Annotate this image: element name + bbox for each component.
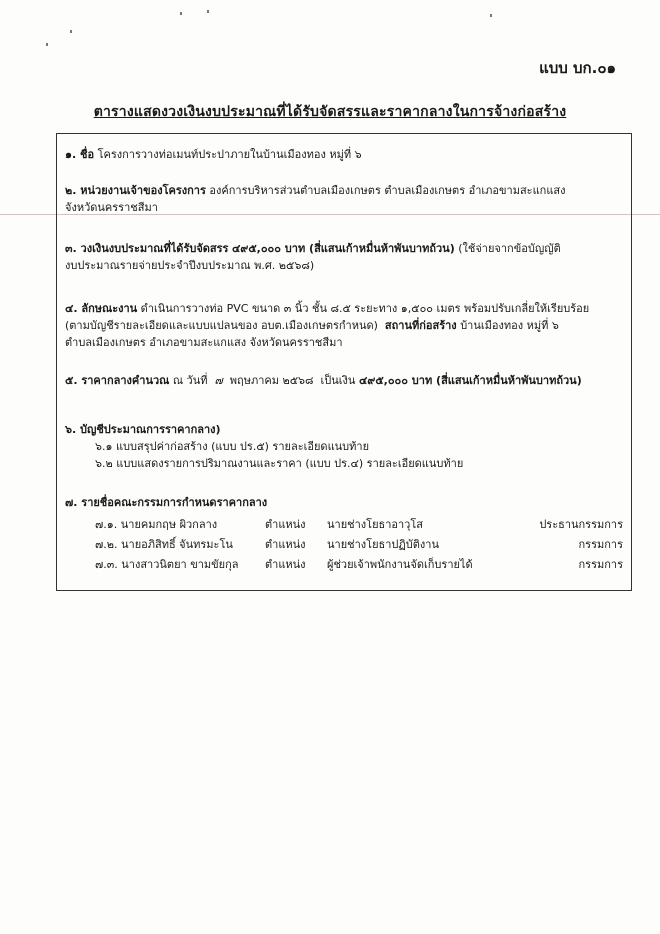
member-role: ประธานกรรมการ bbox=[539, 518, 623, 531]
member-name: ๗.๓. นางสาวนิตยา ขามขัยกุล bbox=[95, 558, 239, 571]
project-name: โครงการวางท่อเมนท์ประปาภายในบ้านเมืองทอง หมู่ที่ ๖ bbox=[97, 148, 362, 161]
section-7 bbox=[65, 494, 623, 574]
section-5-label: ๕. ราคากลางคำนวณ bbox=[65, 374, 170, 387]
site-address: ตำบลเมืองเกษตร อำเภอขามสะแกแสง จังหวัดนครราชสีมา bbox=[65, 336, 343, 349]
agency-province: จังหวัดนครราชสีมา bbox=[65, 201, 158, 214]
form-code: แบบ บก.๐๑ bbox=[539, 59, 616, 77]
member-name: ๗.๒. นายอภิสิทธิ์ จันทรมะโน bbox=[95, 538, 233, 551]
section-6-label: ๖. บัญชีประมาณการราคากลาง) bbox=[65, 423, 221, 436]
position-label: ตำแหน่ง bbox=[265, 518, 306, 531]
committee-row bbox=[65, 536, 623, 553]
position-label: ตำแหน่ง bbox=[265, 538, 306, 551]
date-prefix: ณ วันที่ bbox=[172, 374, 208, 387]
budget-note-line2: งบประมาณรายจ่ายประจำปีงบประมาณ พ.ศ. ๒๕๖๘) bbox=[65, 259, 315, 272]
section-3-label: ๓. วงเงินงบประมาณที่ได้รับจัดสรร bbox=[65, 242, 229, 255]
committee-row bbox=[65, 556, 623, 573]
scan-speck bbox=[180, 12, 182, 15]
work-description: ดำเนินการวางท่อ PVC ขนาด ๓ นิ้ว ชั้น ๘.๕ ระยะทาง ๑,๕๐๐ เมตร พร้อมปรับเกลี่ยให้เรียบร้อย bbox=[140, 302, 590, 315]
member-role: กรรมการ bbox=[578, 558, 623, 571]
committee-row bbox=[65, 516, 623, 533]
section-1 bbox=[65, 146, 623, 163]
scan-speck bbox=[207, 10, 209, 13]
section-1-label: ๑. ชื่อ bbox=[65, 148, 95, 161]
money-prefix: เป็นเงิน bbox=[320, 374, 356, 387]
member-name: ๗.๑. นายคมกฤษ ผิวกลาง bbox=[95, 518, 218, 531]
estimate-item-1: ๖.๑ แบบสรุปค่าก่อสร้าง (แบบ ปร.๕) รายละเอียดแนบท้าย bbox=[95, 440, 370, 453]
member-position: นายช่างโยธาอาวุโส bbox=[327, 518, 423, 531]
section-4 bbox=[65, 300, 623, 351]
section-5 bbox=[65, 372, 623, 389]
site-location: บ้านเมืองทอง หมู่ที่ ๖ bbox=[460, 319, 559, 332]
section-7-label: ๗. รายชื่อคณะกรรมการกำหนดราคากลาง bbox=[65, 496, 268, 509]
position-label: ตำแหน่ง bbox=[265, 558, 306, 571]
section-4-label: ๔. ลักษณะงาน bbox=[65, 302, 138, 315]
scan-speck bbox=[70, 30, 72, 33]
details-frame bbox=[56, 133, 632, 591]
section-2-label: ๒. หน่วยงานเจ้าของโครงการ bbox=[65, 184, 206, 197]
document-title: ตารางแสดงวงเงินงบประมาณที่ได้รับจัดสรรและราคากลางในการจ้างก่อสร้าง bbox=[93, 104, 567, 120]
member-position: นายช่างโยธาปฏิบัติงาน bbox=[327, 538, 439, 551]
date-day: ๗ bbox=[214, 374, 223, 387]
date-month-year: พฤษภาคม ๒๕๖๘ bbox=[229, 374, 314, 387]
work-reference: (ตามบัญชีรายละเอียดและแบบแปลนของ อบต.เมืองเกษตรกำหนด) bbox=[65, 319, 378, 332]
section-2 bbox=[65, 182, 623, 216]
member-position: ผู้ช่วยเจ้าพนักงานจัดเก็บรายได้ bbox=[327, 558, 473, 571]
median-price-amount: ๔๙๕,๐๐๐ บาท (สี่แสนเก้าหมื่นห้าพันบาทถ้วน) bbox=[358, 374, 582, 387]
site-label: สถานที่ก่อสร้าง bbox=[384, 319, 457, 332]
scan-speck bbox=[490, 14, 492, 17]
section-6 bbox=[65, 421, 623, 472]
estimate-item-2: ๖.๒ แบบแสดงรายการปริมาณงานและราคา (แบบ ปร.๔) รายละเอียดแนบท้าย bbox=[95, 457, 464, 470]
scan-speck bbox=[46, 43, 48, 46]
budget-amount: ๔๙๕,๐๐๐ บาท (สี่แสนเก้าหมื่นห้าพันบาทถ้วน) bbox=[231, 242, 455, 255]
agency-name: องค์การบริหารส่วนตำบลเมืองเกษตร ตำบลเมืองเกษตร อำเภอขามสะแกแสง bbox=[209, 184, 566, 197]
member-role: กรรมการ bbox=[578, 538, 623, 551]
section-3 bbox=[65, 240, 623, 274]
budget-note: (ใช้จ่ายจากข้อบัญญัติ bbox=[458, 242, 561, 255]
